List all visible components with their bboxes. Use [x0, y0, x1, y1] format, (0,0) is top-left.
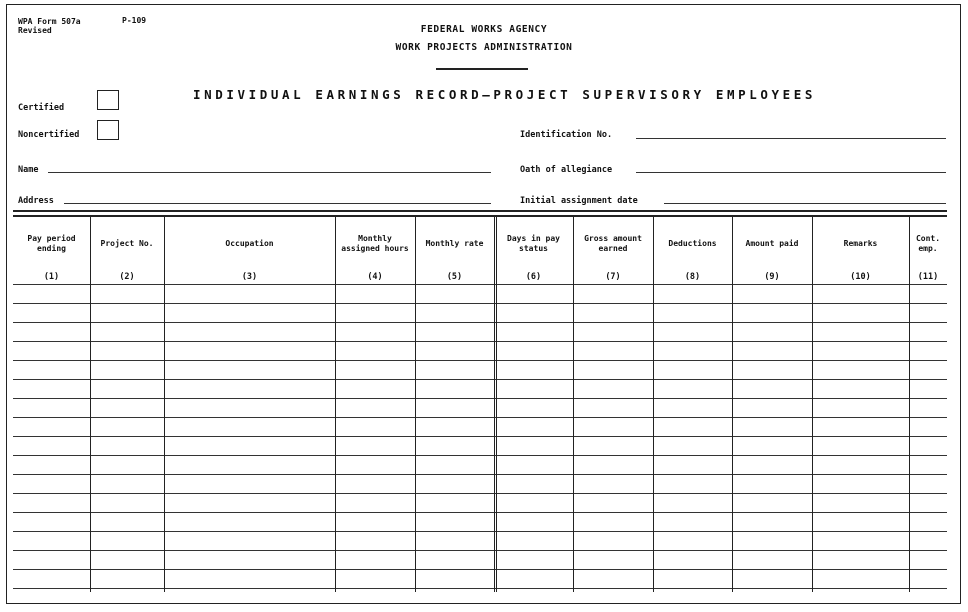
column-number: (10): [850, 272, 871, 282]
column-number: (9): [764, 272, 780, 282]
table-row: [13, 341, 947, 342]
form-id-line2: Revised: [18, 26, 52, 35]
table-row: [13, 531, 947, 532]
table-row: [13, 398, 947, 399]
column-number: (4): [367, 272, 383, 282]
agency-line1: FEDERAL WORKS AGENCY: [420, 24, 548, 35]
noncertified-label: Noncertified: [18, 130, 80, 140]
table-row: [13, 493, 947, 494]
column-header: Gross amount earned: [584, 234, 642, 253]
table-row: [13, 436, 947, 437]
certified-label: Certified: [18, 103, 65, 113]
table-row: [13, 455, 947, 456]
initial-assignment-label: Initial assignment date: [520, 196, 638, 206]
column-number: (2): [119, 272, 135, 282]
form-id-line1: WPA Form 507a: [18, 17, 81, 26]
form-title: INDIVIDUAL EARNINGS RECORD—PROJECT SUPERVISORY EMPLOYEES: [193, 87, 817, 102]
table-row: [13, 550, 947, 551]
column-header: Occupation: [225, 239, 274, 248]
table-row: [13, 474, 947, 475]
noncertified-checkbox[interactable]: [97, 120, 119, 140]
table-row: [13, 284, 947, 285]
identification-field[interactable]: [636, 138, 946, 139]
header-rule: [436, 68, 528, 70]
address-label: Address: [18, 196, 54, 206]
column-number: (6): [525, 272, 542, 282]
identification-label: Identification No.: [520, 130, 613, 140]
table-row: [13, 379, 947, 380]
column-header: Monthly assigned hours: [341, 234, 409, 253]
column-header: Amount paid: [745, 239, 799, 248]
oath-label: Oath of allegiance: [520, 165, 613, 175]
table-row: [13, 569, 947, 570]
table-row: [13, 360, 947, 361]
column-header: Monthly rate: [425, 239, 484, 248]
initial-assignment-field[interactable]: [664, 203, 946, 204]
oath-field[interactable]: [636, 172, 946, 173]
certified-checkbox[interactable]: [97, 90, 119, 110]
column-header: Days in pay status: [507, 234, 560, 253]
address-field[interactable]: [64, 203, 491, 204]
earnings-table: [13, 216, 947, 592]
column-header: Remarks: [843, 239, 878, 248]
column-number: (8): [684, 272, 701, 282]
form-code: P-109: [122, 16, 147, 25]
name-field[interactable]: [48, 172, 491, 173]
table-row: [13, 303, 947, 304]
column-header: Deductions: [668, 239, 717, 248]
table-row: [13, 322, 947, 323]
column-number: (7): [605, 272, 621, 282]
column-number: (5): [446, 272, 463, 282]
column-number: (11): [917, 272, 939, 282]
agency-line2: WORK PROJECTS ADMINISTRATION: [395, 42, 573, 53]
column-number: (3): [241, 272, 258, 282]
table-row: [13, 512, 947, 513]
table-row: [13, 588, 947, 589]
column-header: Cont. emp.: [915, 234, 941, 253]
name-label: Name: [18, 165, 39, 175]
column-number: (1): [43, 272, 60, 282]
table-top-rule-1: [13, 210, 947, 212]
table-row: [13, 417, 947, 418]
column-header: Project No.: [100, 239, 154, 248]
column-header: Pay period ending: [27, 234, 76, 253]
